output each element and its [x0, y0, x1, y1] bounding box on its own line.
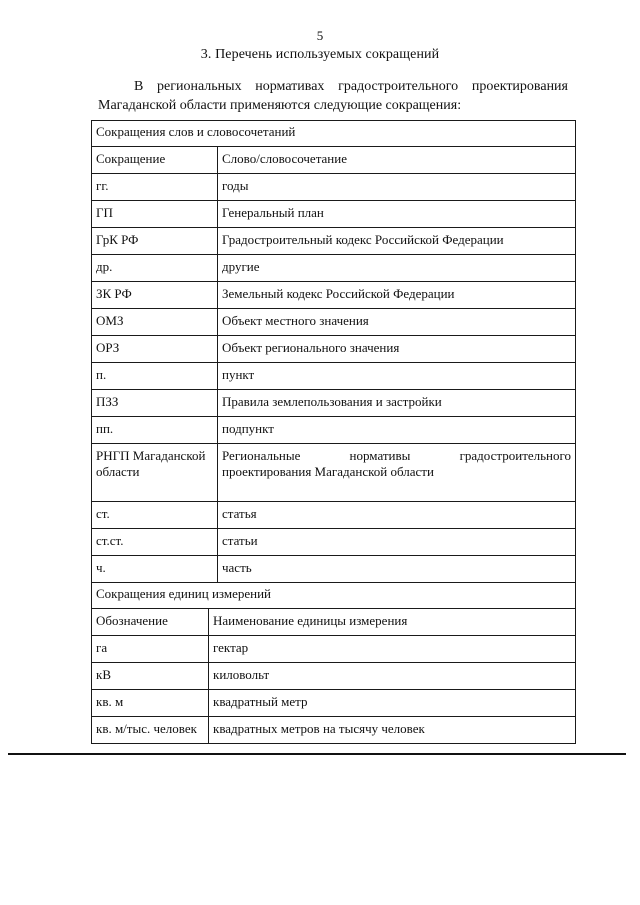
meaning-cell: Объект местного значения [218, 309, 576, 336]
table-row [92, 336, 576, 363]
meaning-cell: Земельный кодекс Российской Федерации [218, 282, 576, 309]
table-row [92, 255, 576, 282]
units-section-title-row [92, 583, 576, 609]
page-separator-line [8, 753, 626, 755]
meaning-cell: квадратных метров на тысячу человек [209, 717, 576, 744]
page-number: 5 [316, 28, 324, 43]
abbreviations-table-body [92, 121, 576, 744]
units-section-title: Сокращения единиц измерений [92, 583, 576, 609]
meaning-cell: часть [218, 556, 576, 583]
meaning-cell: Правила землепользования и застройки [218, 390, 576, 417]
abbreviation-cell: ПЗЗ [92, 390, 218, 417]
meaning-cell: квадратный метр [209, 690, 576, 717]
table-row [92, 390, 576, 417]
abbreviation-cell: кв. м [92, 690, 209, 717]
abbreviation-cell: пп. [92, 417, 218, 444]
abbreviations-table [91, 120, 576, 744]
meaning-cell: Градостроительный кодекс Российской Федерации [218, 228, 576, 255]
abbreviation-cell: ГрК РФ [92, 228, 218, 255]
table-row [92, 717, 576, 744]
abbreviation-cell: ст. [92, 502, 218, 529]
intro-line-1: В региональных нормативах градостроительного проектирования [134, 79, 568, 94]
abbreviation-cell: ОМЗ [92, 309, 218, 336]
table-row [92, 309, 576, 336]
table-row [92, 228, 576, 255]
meaning-cell: статья [218, 502, 576, 529]
intro-paragraph [98, 77, 568, 115]
meaning-cell: гектар [209, 636, 576, 663]
meaning-cell: годы [218, 174, 576, 201]
table-row [92, 529, 576, 556]
words-section-title: Сокращения слов и словосочетаний [92, 121, 576, 147]
table-row [92, 663, 576, 690]
words-section-title-row [92, 121, 576, 147]
abbreviation-cell: га [92, 636, 209, 663]
table-row [92, 444, 576, 502]
abbreviation-cell: Обозначение [92, 609, 209, 636]
abbreviation-cell: ЗК РФ [92, 282, 218, 309]
meaning-cell: Генеральный план [218, 201, 576, 228]
meaning-cell: Слово/словосочетание [218, 147, 576, 174]
meaning-cell: Региональные нормативы градостроительного проектирования Магаданской области [218, 444, 576, 502]
abbreviation-cell: ГП [92, 201, 218, 228]
abbreviation-cell: кв. м/тыс. человек [92, 717, 209, 744]
intro-line-2: Магаданской области применяются следующие сокращения: [98, 98, 462, 113]
abbreviation-cell: др. [92, 255, 218, 282]
meaning-cell: подпункт [218, 417, 576, 444]
abbreviation-cell: РНГП Магаданской области [92, 444, 218, 502]
meaning-cell: пункт [218, 363, 576, 390]
section-heading: 3. Перечень используемых сокращений [200, 47, 440, 62]
meaning-cell: Объект регионального значения [218, 336, 576, 363]
abbreviation-cell: Сокращение [92, 147, 218, 174]
table-row [92, 556, 576, 583]
table-row [92, 690, 576, 717]
table-row [92, 201, 576, 228]
table-row [92, 282, 576, 309]
meaning-cell: другие [218, 255, 576, 282]
meaning-cell: Наименование единицы измерения [209, 609, 576, 636]
abbreviation-cell: п. [92, 363, 218, 390]
table-row [92, 502, 576, 529]
abbreviation-cell: кВ [92, 663, 209, 690]
table-row [92, 417, 576, 444]
meaning-cell: киловольт [209, 663, 576, 690]
abbreviation-cell: гг. [92, 174, 218, 201]
words-header-row [92, 147, 576, 174]
meaning-cell: статьи [218, 529, 576, 556]
table-row [92, 174, 576, 201]
table-row [92, 636, 576, 663]
abbreviation-cell: ОРЗ [92, 336, 218, 363]
abbreviation-cell: ч. [92, 556, 218, 583]
abbreviation-cell: ст.ст. [92, 529, 218, 556]
units-header-row [92, 609, 576, 636]
table-row [92, 363, 576, 390]
